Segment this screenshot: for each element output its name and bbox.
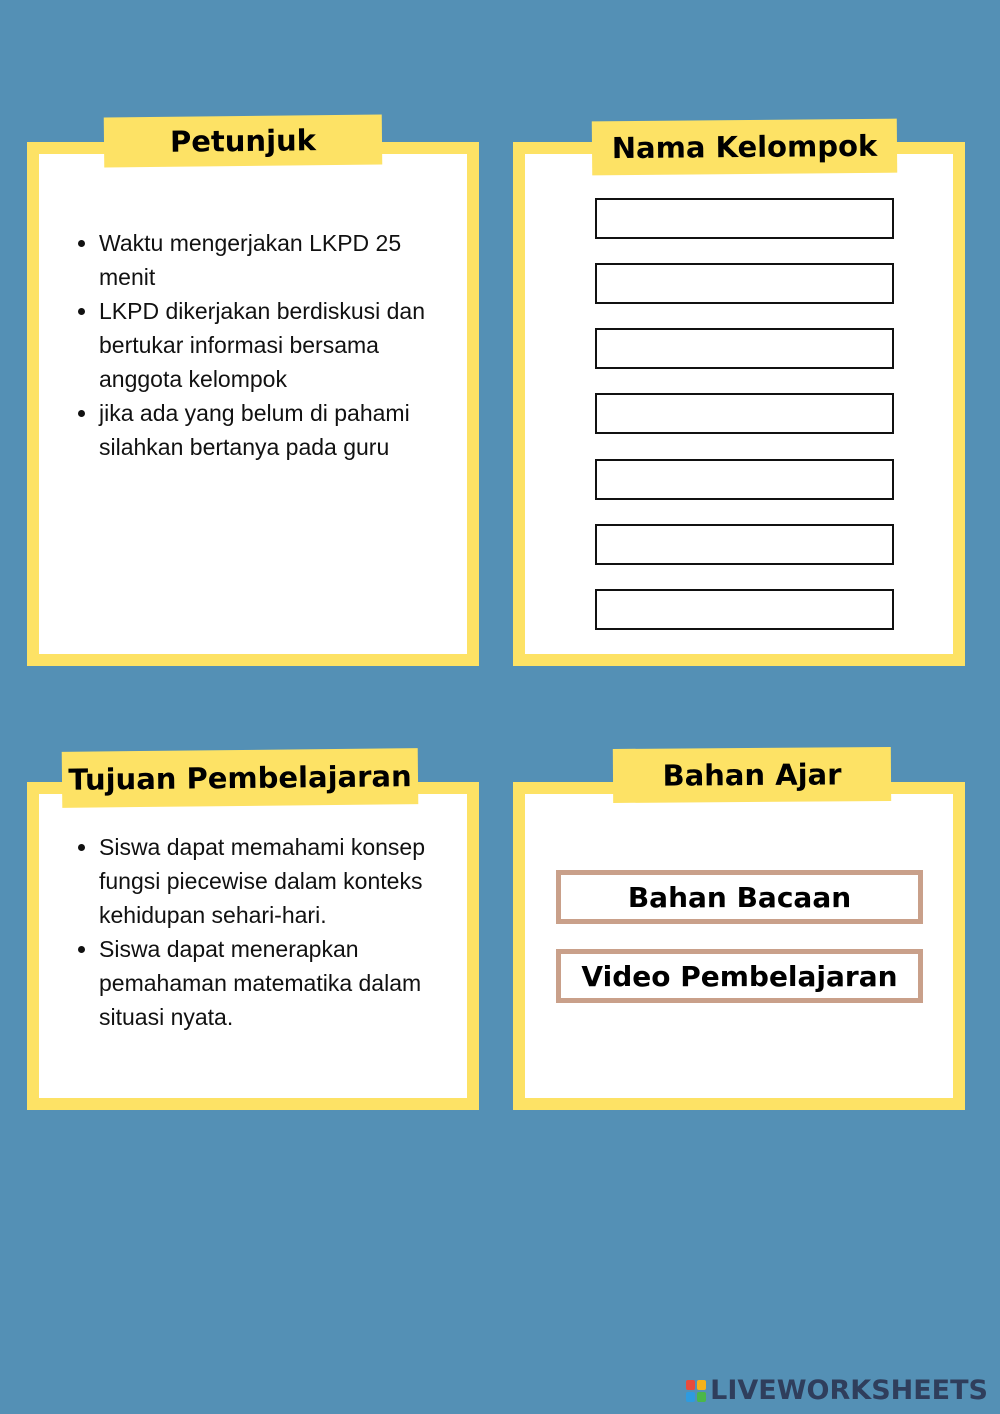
tujuan-list — [75, 830, 479, 1034]
group-member-field-7[interactable] — [595, 589, 894, 630]
list-item: • jika ada yang belum di pahami silahkan bertanya pada guru — [99, 396, 449, 464]
group-member-field-6[interactable] — [595, 524, 894, 565]
bahan-bacaan-button[interactable]: Bahan Bacaan — [556, 870, 923, 924]
group-member-field-2[interactable] — [595, 263, 894, 304]
list-item: • Siswa dapat menerapkan pemahaman matematika dalam situasi nyata. — [99, 932, 479, 1034]
bahan-ajar-title: Bahan Ajar — [613, 747, 891, 803]
liveworksheets-logo — [686, 1375, 988, 1406]
group-member-field-5[interactable] — [595, 459, 894, 500]
tujuan-title: Tujuan Pembelajaran — [62, 748, 419, 808]
petunjuk-list — [75, 226, 449, 464]
group-member-field-3[interactable] — [595, 328, 894, 369]
group-member-field-4[interactable] — [595, 393, 894, 434]
group-member-field-1[interactable] — [595, 198, 894, 239]
nama-kelompok-title: Nama Kelompok — [592, 119, 897, 176]
list-item: • LKPD dikerjakan berdiskusi dan bertukar informasi bersama anggota kelompok — [99, 294, 449, 396]
list-item: • Siswa dapat memahami konsep fungsi piecewise dalam konteks kehidupan sehari-hari. — [99, 830, 479, 932]
liveworksheets-logo-icon — [686, 1380, 706, 1402]
petunjuk-title: Petunjuk — [104, 115, 383, 168]
bahan-ajar-card — [513, 782, 965, 1110]
liveworksheets-logo-text: LIVEWORKSHEETS — [710, 1375, 988, 1406]
list-item: • Waktu mengerjakan LKPD 25 menit — [99, 226, 449, 294]
video-pembelajaran-button[interactable]: Video Pembelajaran — [556, 949, 923, 1003]
